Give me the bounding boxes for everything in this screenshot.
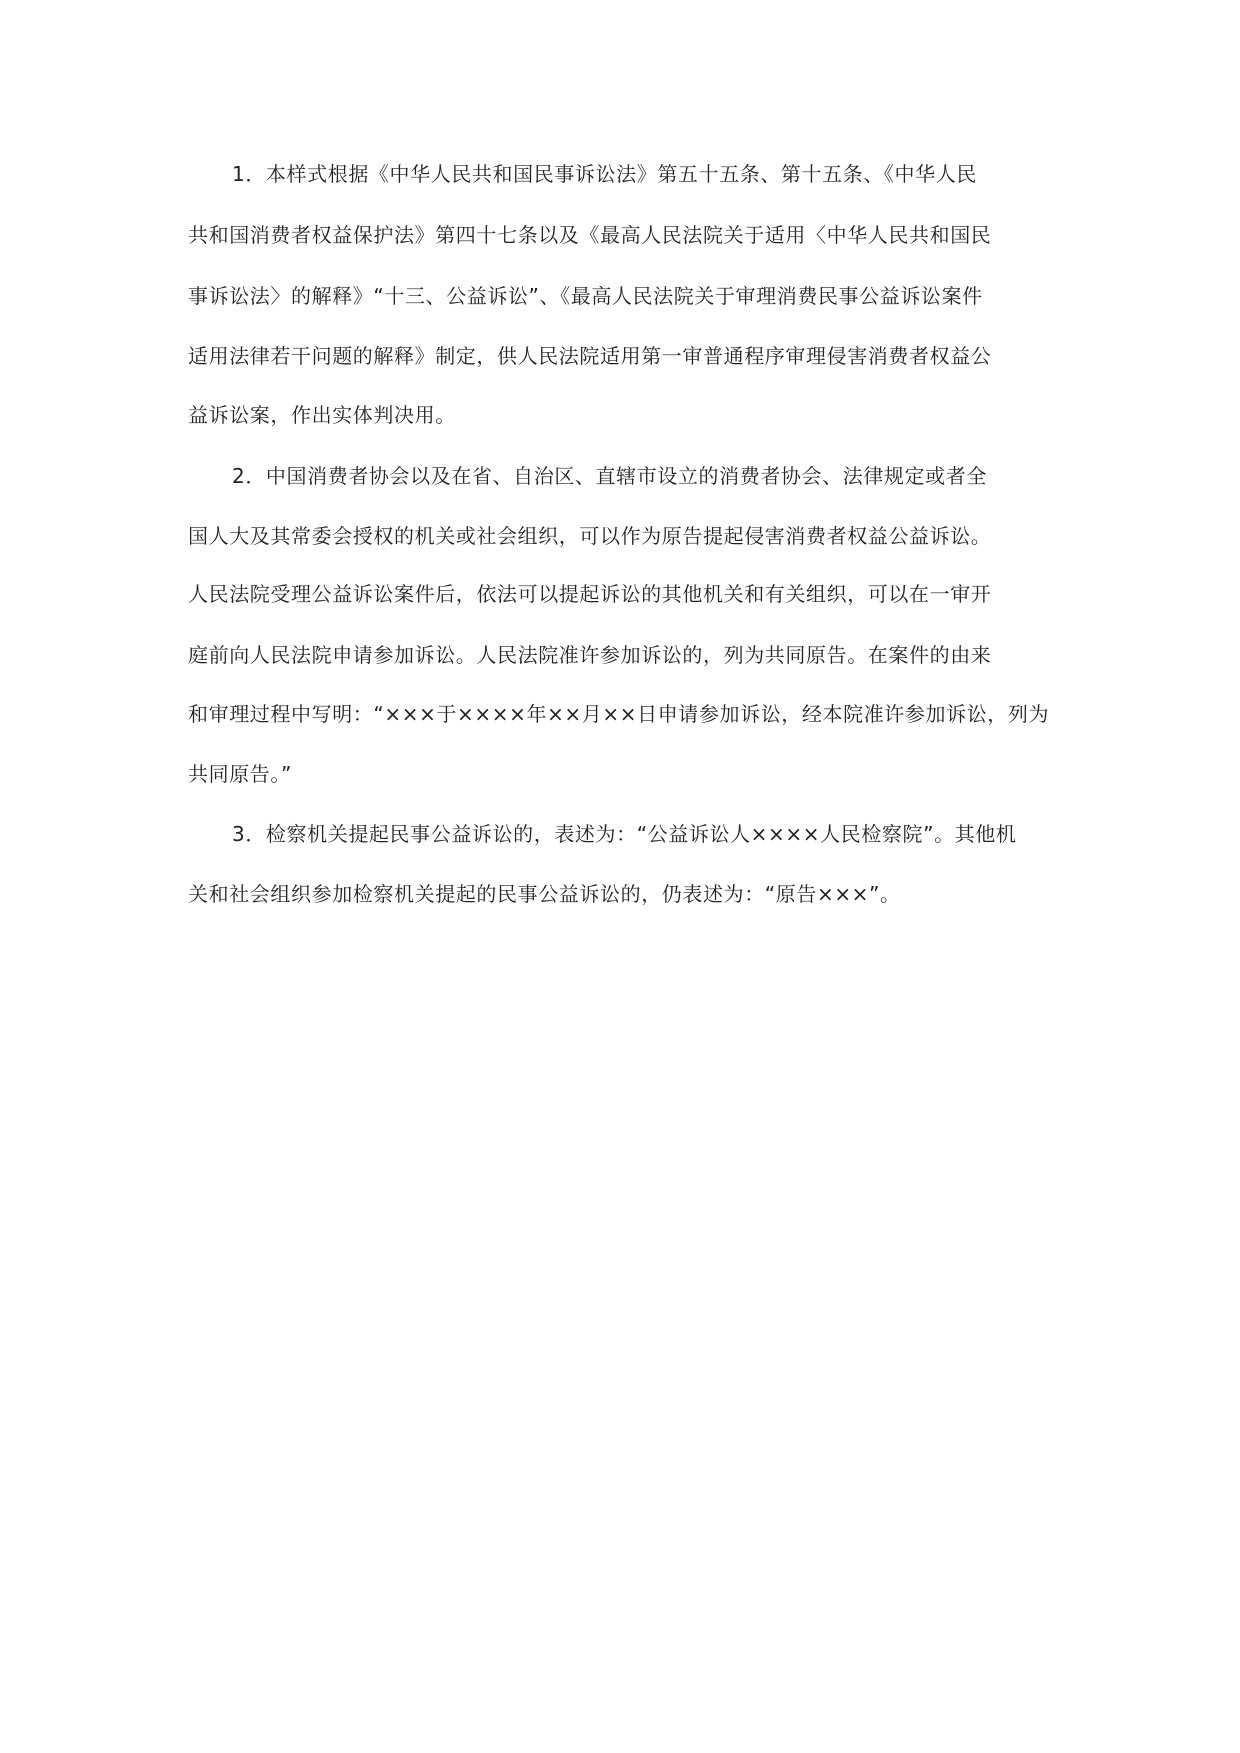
paragraph-3-line-1: 3．检察机关提起民事公益诉讼的，表述为：“公益诉讼人××××人民检察院”。其他机 — [232, 822, 1017, 846]
paragraph-2-line-2: 国人大及其常委会授权的机关或社会组织，可以作为原告提起侵害消费者权益公益诉讼。 — [188, 524, 992, 548]
paragraph-2-line-1: 2．中国消费者协会以及在省、自治区、直辖市设立的消费者协会、法律规定或者全 — [232, 464, 987, 488]
paragraph-1-line-2: 共和国消费者权益保护法》第四十七条以及《最高人民法院关于适用〈中华人民共和国民 — [188, 223, 992, 247]
paragraph-3-line-2: 关和社会组织参加检察机关提起的民事公益诉讼的，仍表述为：“原告×××”。 — [188, 882, 901, 906]
paragraph-1-line-4: 适用法律若干问题的解释》制定，供人民法院适用第一审普通程序审理侵害消费者权益公 — [188, 344, 992, 368]
paragraph-1-line-3: 事诉讼法〉的解释》“十三、公益诉讼”、《最高人民法院关于审理消费民事公益诉讼案件 — [188, 284, 983, 308]
paragraph-2-line-3: 人民法院受理公益诉讼案件后，依法可以提起诉讼的其他机关和有关组织，可以在一审开 — [188, 582, 992, 606]
paragraph-2-line-5: 和审理过程中写明：“×××于××××年××月××日申请参加诉讼，经本院准许参加诉讼，列为 — [188, 702, 1050, 726]
paragraph-1-line-5: 益诉讼案，作出实体判决用。 — [188, 403, 456, 427]
paragraph-2-line-4: 庭前向人民法院申请参加诉讼。人民法院准许参加诉讼的，列为共同原告。在案件的由来 — [188, 643, 992, 667]
paragraph-2-line-6: 共同原告。” — [188, 762, 292, 786]
paragraph-1-line-1: 1．本样式根据《中华人民共和国民事诉讼法》第五十五条、第十五条、《中华人民 — [232, 162, 977, 186]
